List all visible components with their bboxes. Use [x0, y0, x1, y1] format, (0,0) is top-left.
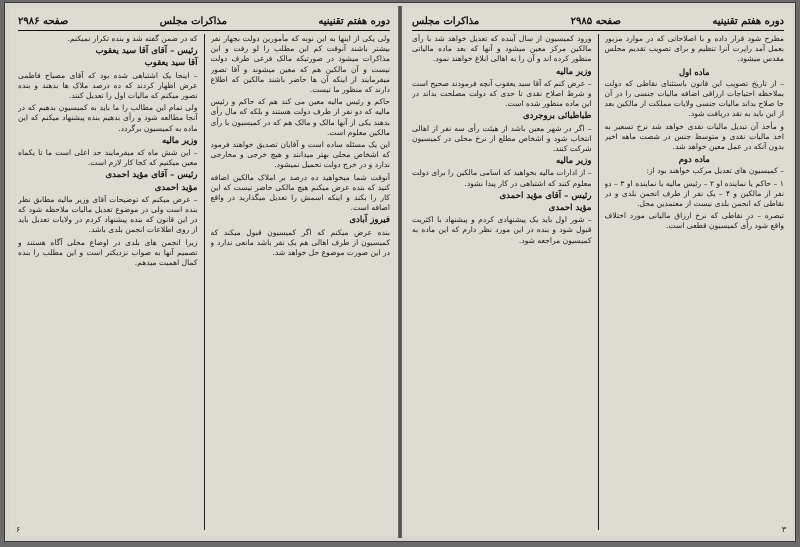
right-page-number: صفحه ۲۹۸۵ — [570, 15, 621, 27]
paragraph: بنده عرض میکنم که اگر کمیسیون قبول میکند که کمیسیون از طرف اهالی هم یک نفر باشد مانعی ندارد و در این صورت موضوع حل خواهد شد. — [210, 227, 390, 258]
book-gutter — [398, 6, 402, 538]
paragraph: – کمیسیون های تعدیل مرکب خواهند بود از: — [646, 166, 784, 176]
speaker-name: آقا سید یعقوب — [144, 58, 198, 69]
left-page — [10, 8, 398, 536]
paragraph: این یک مسئله ساده است و آقایان تصدیق خواهند فرمود که اشخاص محلی بهتر میدانند و هیچ خرجی و مخارجی ندارد و در خرج دولت تحمیل نمیشود. — [210, 140, 390, 170]
speaker-name: مؤید احمدی — [154, 182, 198, 193]
left-page-header — [18, 12, 390, 31]
article-heading: ماده دوم — [678, 154, 710, 165]
right-page-footer: ۳ — [781, 525, 786, 534]
left-page-column-left — [18, 34, 198, 530]
left-page-column-right — [211, 34, 391, 530]
speaker-name: مؤید احمدی — [548, 203, 592, 214]
paragraph: – عرض میکنم که توضیحات آقای وزیر مالیه مطابق نظر بنده است ولی در موضوع تعدیل مالیات ملاحظه شود که در این قانون که بنده پیشنهاد کردم در ولایات تعدیل باید از روی اطلاعات انجمن بلدی باشد. — [18, 194, 198, 235]
right-page — [404, 8, 792, 536]
paragraph: – عرض کنم که آقا سید یعقوب آنچه فرمودند صحیح است و شرط اصلاح نقدی تا حدی که دولت مصلحت بداند در این ماده منظور شده است. — [412, 78, 592, 109]
paragraph: حاکم و رئیس مالیه معین می کند هم که حاکم و رئیس مالیه که دو نفر از طرف دولت هستند و بلکه که مال رأی بدهند یکی از آنها مالک و مالک هم که در کمیسیون با رأی مالکین معلوم است. — [210, 97, 390, 137]
paragraph: زیرا انجمن های بلدی در اوضاع محلی آگاه هستند و تصمیم آنها به صواب نزدیکتر است و این مطلب را بنده کمال اهمیت میدهم. — [18, 237, 198, 268]
paragraph: – اگر در شهر معین باشد از هیئت رأی سه نفر از اهالی انتخاب شود و اشخاص مطلع از نرخ محلی در کمیسیون شرکت کنند. — [412, 123, 592, 154]
left-page-series: مذاکرات مجلس — [159, 15, 227, 27]
left-page-session: دوره هفتم تقنینیه — [318, 15, 390, 27]
paragraph: – از ادارات مالیه بخواهید که اسامی مالکین را برای دولت معلوم کنند که اشتباهی در کار پیدا نشود. — [412, 168, 592, 188]
speaker-name: رئیس – آقای آقا سید یعقوب — [95, 46, 198, 57]
speaker-name: وزیر مالیه — [556, 156, 592, 167]
column-rule — [204, 34, 205, 530]
paragraph: – از تاریخ تصویب این قانون باستثنای نقاطی که دولت بملاحظه احتیاجات ارزاقی اضافه مالیات جنسی را در آن جا صلاح بداند مالیات جنسی ولایات مملکت از مالکین بعد از این باید به نقد دریافت شود. — [604, 78, 784, 119]
paragraph: ورود کمیسیون از سال آینده که تعدیل خواهد شد با رأی مالکین مرکز معین میشود و آنها که بعد ماده مالیاتی منظور کرده اند و آن را به اهالی ابلاغ خواهند نمود. — [412, 34, 592, 64]
paragraph: تبصره – در نقاطی که نرخ ارزاق مالیاتی مورد اختلاف واقع شود رأی کمیسیون قطعی است. — [604, 211, 784, 231]
book-spread — [4, 2, 796, 542]
right-page-columns — [412, 34, 784, 530]
paragraph: – این شش ماه که میفرمایند حد اعلی است ما تا یکماه معین میکنیم که کجا کار لازم است. — [18, 148, 198, 168]
left-page-columns — [18, 34, 390, 530]
paragraph: مطرح شود قرار داده و با اصلاحاتی که در موارد مزبور بعمل آمد راپرت آنرا تنظیم و برای تصویب تقدیم مجلس مقدس میشود. — [604, 34, 784, 64]
speaker-name: طباطبائی بروجردی — [522, 111, 592, 122]
paragraph: که در ضمن گفته شد و بنده تکرار نمیکنم. — [67, 34, 198, 43]
left-page-footer: ۶ — [16, 525, 21, 534]
left-page-number: صفحه ۲۹۸۶ — [18, 15, 69, 27]
speaker-name: رئیس – آقای مؤید احمدی — [105, 170, 198, 181]
column-rule — [598, 34, 599, 530]
speaker-name: وزیر مالیه — [162, 135, 198, 146]
paragraph: ولی تمام این مطالب را ما باید به کمیسیون بدهیم که در آنجا مطالعه شود و رأی بدهیم بنده پیشنهاد میکنم که این ماده به کمیسیون برگردد. — [18, 103, 198, 133]
article-heading: ماده اول — [678, 66, 710, 77]
speaker-name: فیروز آبادی — [349, 215, 390, 226]
paragraph: – شور اول باید یک پیشنهادی کردم و پیشنهاد با اکثریت قبول شود و بنده در این مورد نظر دارم که این ماده به کمیسیون مراجعه شود. — [412, 215, 592, 245]
paragraph: – اینجا یک اشتباهی شده بود که آقای مصباح فاطمی عرض اظهار کردند که ده درصد ملاک ها بدهند و بنده تصور میکنم که مالیات اول را تعدیل کنند. — [18, 70, 198, 101]
paragraph: ۱ – حاکم یا نماینده او ۲ – رئیس مالیه یا نماینده او ۳ – دو نفر از مالکین و ۴ – یک نفر از طرف انجمن بلدی و در نقاطی که انجمن بلدی نیست از معتمدین محل. — [604, 178, 784, 209]
right-page-session: دوره هفتم تقنینیه — [712, 15, 784, 27]
right-page-column-left — [412, 34, 592, 530]
speaker-name: وزیر مالیه — [556, 66, 592, 77]
paragraph: و مأخذ آن تبدیل مالیات نقدی خواهد شد نرخ تسعیر به اخذ مالیات نقدی و متوسط جنس در شصت ماهه اخیر بدون آنکه در عمل معین خواهد شد. — [604, 121, 784, 152]
paragraph: آنوقت شما میخواهید ده درصد بر املاک مالکین اضافه کنید که بنده عرض میکنم هیچ مالکی حاضر نیست که این کار را بکند و اینکه اسمش را تعدیل میگذارید در واقع اضافه است. — [210, 172, 390, 213]
right-page-series: مذاکرات مجلس — [412, 15, 480, 27]
right-page-column-right — [605, 34, 785, 530]
right-page-header — [412, 12, 784, 31]
speaker-name: رئیس – آقای مؤید احمدی — [499, 190, 592, 201]
paragraph: ولی یکی از اینها به این نوبه که مأمورین دولت بجهار نفر بیشتر باشند آنوقت کم این مطلب را لو رفت و این مذاکرات میشود در صورتیکه مالک فرعی طرف دولت نیست و آن مالکین هم که معین میشوند و آقا تصور میفرمایند از اینکه آن ها حاضر باشند مالکین که اطلاع دارند که منظور ما نیست. — [210, 34, 390, 95]
